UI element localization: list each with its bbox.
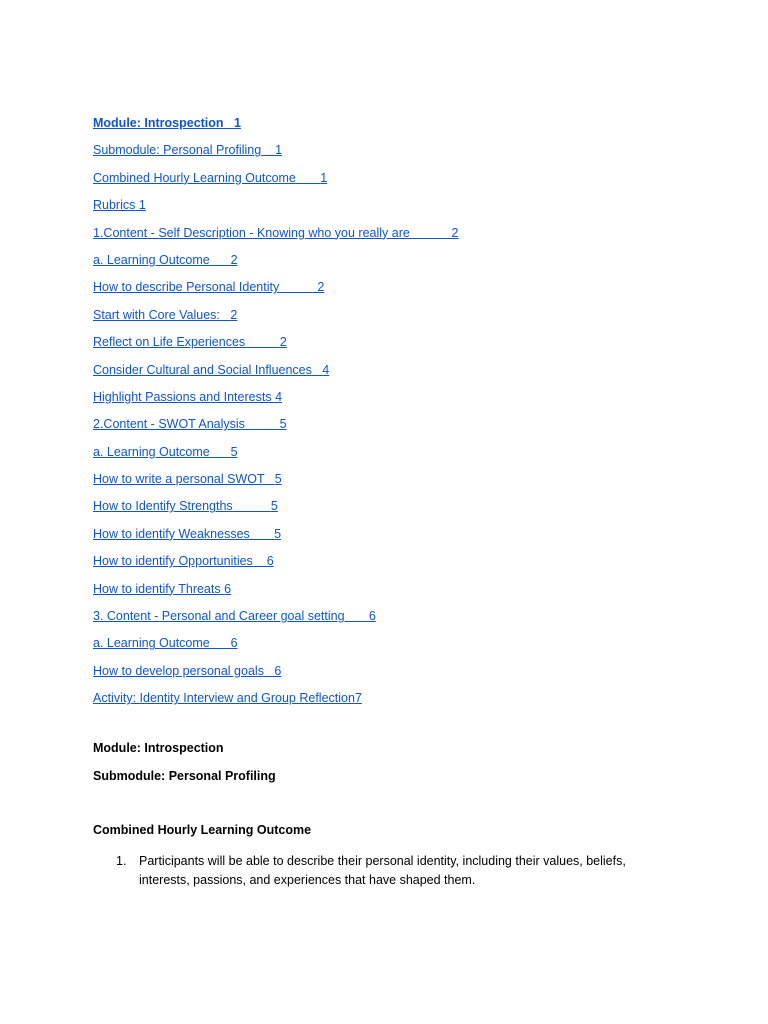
toc-entry-text: Start with Core Values: (93, 307, 220, 322)
table-of-contents (93, 112, 458, 715)
toc-page-number: 2 (451, 225, 459, 240)
toc-entry[interactable] (93, 359, 458, 386)
list-item-text: Participants will be able to describe their personal identity, including their values, beliefs, interests, passions, and experiences that have shaped them. (139, 854, 626, 887)
toc-entry[interactable] (93, 468, 458, 495)
toc-entry-text: Submodule: Personal Profiling (93, 143, 262, 158)
toc-page-number: 4 (275, 389, 283, 404)
toc-entry-text: Consider Cultural and Social Influences (93, 362, 312, 377)
submodule-heading: Submodule: Personal Profiling (93, 769, 276, 783)
toc-page-number: 2 (230, 252, 238, 267)
toc-entry-text: Combined Hourly Learning Outcome (93, 170, 296, 185)
toc-page-number: 1 (233, 116, 241, 130)
toc-entry[interactable] (93, 632, 458, 659)
toc-entry-text: Reflect on Life Experiences (93, 335, 246, 350)
toc-entry[interactable] (93, 578, 458, 605)
toc-page-number: 6 (274, 663, 282, 678)
toc-entry-text: How to Identify Strengths (93, 499, 233, 514)
toc-entry[interactable] (93, 222, 458, 249)
toc-entry-text: 1.Content - Self Description - Knowing who you really are (93, 225, 410, 240)
toc-entry-text: How to identify Opportunities (93, 554, 253, 569)
toc-page-number: 5 (230, 444, 238, 459)
toc-entry[interactable] (93, 167, 458, 194)
toc-page-number: 7 (354, 691, 362, 706)
toc-entry[interactable] (93, 139, 458, 166)
toc-entry-text: How to describe Personal Identity (93, 280, 280, 295)
toc-page-number: 2 (230, 307, 238, 322)
list-item-number: 1. (116, 854, 127, 868)
toc-page-number: 4 (322, 362, 330, 377)
module-heading: Module: Introspection (93, 741, 224, 755)
toc-page-number: 5 (279, 417, 287, 432)
toc-page-number: 1 (138, 198, 146, 213)
toc-entry-text: How to write a personal SWOT (93, 472, 265, 487)
list-item (116, 852, 676, 890)
toc-entry-text: Activity: Identity Interview and Group Reflection (93, 691, 355, 706)
learning-outcome-list (116, 852, 676, 890)
toc-entry-text: How to identify Threats (93, 581, 221, 596)
toc-page-number: 5 (274, 472, 282, 487)
toc-entry-text: Module: Introspection (93, 116, 224, 130)
toc-entry-text: a. Learning Outcome (93, 252, 210, 267)
toc-entry[interactable] (93, 386, 458, 413)
toc-entry[interactable] (93, 194, 458, 221)
toc-entry-text: 3. Content - Personal and Career goal setting (93, 609, 345, 624)
toc-page-number: 6 (368, 609, 376, 624)
toc-page-number: 1 (320, 170, 328, 185)
toc-entry-text: a. Learning Outcome (93, 444, 210, 459)
toc-entry[interactable] (93, 495, 458, 522)
toc-page-number: 6 (230, 636, 238, 651)
toc-entry[interactable] (93, 550, 458, 577)
toc-entry[interactable] (93, 276, 458, 303)
toc-page-number: 6 (266, 554, 274, 569)
toc-entry[interactable] (93, 441, 458, 468)
toc-page-number: 5 (274, 526, 282, 541)
toc-entry-text: How to develop personal goals (93, 663, 264, 678)
toc-entry[interactable] (93, 331, 458, 358)
toc-entry[interactable] (93, 687, 458, 714)
toc-entry-text: 2.Content - SWOT Analysis (93, 417, 245, 432)
toc-entry[interactable] (93, 249, 458, 276)
toc-entry-text: Highlight Passions and Interests (93, 389, 272, 404)
toc-page-number: 6 (224, 581, 232, 596)
toc-entry[interactable] (93, 413, 458, 440)
toc-page-number: 2 (317, 280, 325, 295)
toc-entry[interactable] (93, 605, 458, 632)
toc-entry-text: Rubrics (93, 198, 136, 213)
toc-entry-text: a. Learning Outcome (93, 636, 210, 651)
toc-page-number: 5 (270, 499, 278, 514)
toc-entry[interactable] (93, 523, 458, 550)
toc-page-number: 1 (275, 143, 283, 158)
learning-outcome-heading: Combined Hourly Learning Outcome (93, 823, 312, 837)
toc-entry[interactable] (93, 304, 458, 331)
toc-entry[interactable] (93, 112, 458, 139)
toc-page-number: 2 (279, 335, 287, 350)
toc-entry[interactable] (93, 660, 458, 687)
toc-entry-text: How to identify Weaknesses (93, 526, 250, 541)
